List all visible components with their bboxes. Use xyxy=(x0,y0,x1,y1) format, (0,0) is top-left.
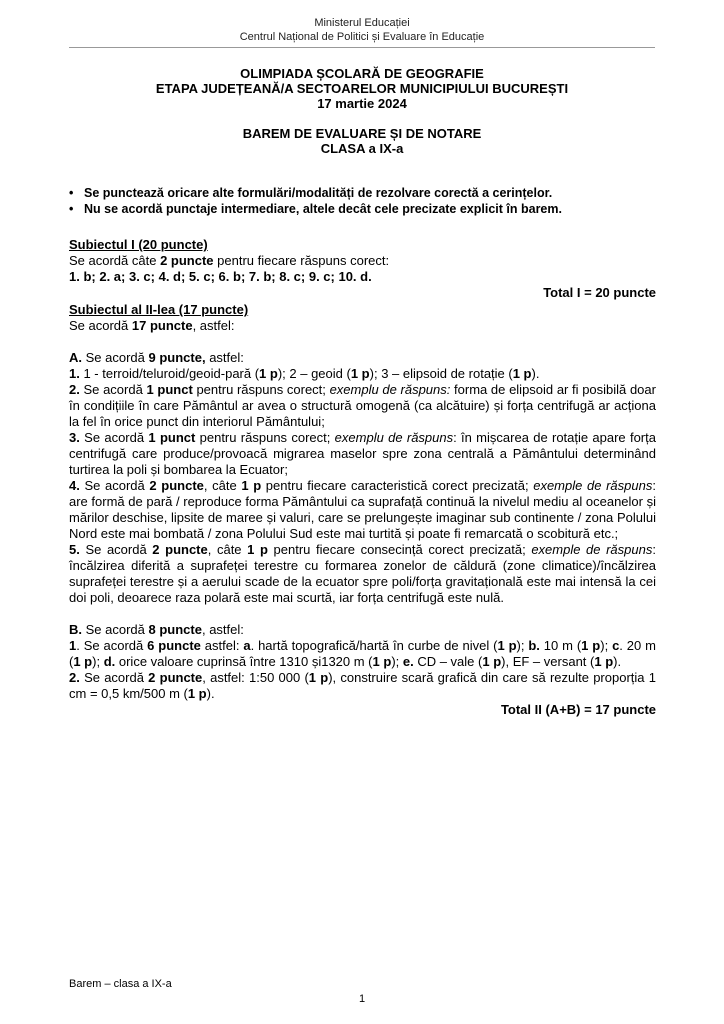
page-number: 1 xyxy=(358,993,366,1005)
document-titles xyxy=(69,66,655,156)
class-title: CLASA a IX-a xyxy=(320,141,404,156)
subject-2-intro: Se acordă 17 puncte, astfel: xyxy=(69,318,235,333)
part-b-item-2: 2. Se acordă 2 puncte, astfel: 1:50 000 (1 p), construire scară grafică din care să rezulte proporția 1 cm = 0,5 km/500 m (1 p). xyxy=(69,670,656,701)
part-a-item-1: 1. 1 - terroid/teluroid/geoid-pară (1 p); 2 – geoid (1 p); 3 – elipsoid de rotație (1 p). xyxy=(69,366,540,381)
page-header xyxy=(0,16,724,44)
stage-title: ETAPA JUDEȚEANĂ/A SECTOARELOR MUNICIPIULUI BUCUREȘTI xyxy=(155,81,569,96)
part-a-item-3: 3. Se acordă 1 punct pentru răspuns corect; exemplu de răspuns: în mișcarea de rotație apare forța centrifugă care produce/provoacă migrarea maselor spre zona centrală a Pământului determinând turtirea la poli și bombarea la Ecuator; xyxy=(69,430,656,477)
part-b-heading: B. Se acordă 8 puncte, astfel: xyxy=(69,622,244,637)
exam-date: 17 martie 2024 xyxy=(317,96,407,111)
part-b-item-1: 1. Se acordă 6 puncte astfel: a. hartă topografică/hartă în curbe de nivel (1 p); b. 10 m (1 p); c. 20 m (1 p); d. orice valoare cuprinsă între 1310 și1320 m (1 p); e. CD – vale (1 p), EF – versant (1 p). xyxy=(69,638,656,669)
part-a-item-2: 2. Se acordă 1 punct pentru răspuns corect; exemplu de răspuns: forma de elipsoid ar fi posibilă doar în condițiile în care Pământul ar avea o structură omogenă (ca alcătuire) și forța centrifugă ar acționa la fel în orice punct din interiorul Pământului; xyxy=(69,382,656,429)
rule-item: • Se punctează oricare alte formulări/modalități de rezolvare corectă a cerințelor. xyxy=(69,186,553,200)
subject-1-total: Total I = 20 puncte xyxy=(543,285,656,300)
part-a-item-5: 5. Se acordă 2 puncte, câte 1 p pentru fiecare consecință corect precizată; exemple de răspuns: încălzirea diferită a suprafeței terestre cu formarea zonelor de căldură (zone climatice)/încălzirea suprafeței terestre și a aerului scade de la ecuator spre poli/forța gravitațională este mai intensă la cei doi poli, deoarece raza polară este mai scurtă, iar forța centrifugă este nulă. xyxy=(69,542,656,605)
subject-1-answers: 1. b; 2. a; 3. c; 4. d; 5. c; 6. b; 7. b; 8. c; 9. c; 10. d. xyxy=(69,269,372,284)
ministry-name: Ministerul Educației xyxy=(314,17,410,29)
barem-title: BAREM DE EVALUARE ȘI DE NOTARE xyxy=(242,126,482,141)
part-a-heading: A. Se acordă 9 puncte, astfel: xyxy=(69,350,244,365)
footer-label: Barem – clasa a IX-a xyxy=(69,978,172,990)
header-divider xyxy=(69,47,655,48)
subject-2-title: Subiectul al II-lea (17 puncte) xyxy=(69,302,249,317)
subject-2-section xyxy=(69,302,656,718)
part-a-item-4: 4. Se acordă 2 puncte, câte 1 p pentru fiecare caracteristică corect precizată; exemple de răspuns: are formă de pară / reproduce forma Pământului ca suprafață continuă la nivelul mediu al oceanelor și mărilor deschise, lipsite de maree și valuri, care se prelungește imaginar sub continente / zona Polului Nord este mai bombată / zona Polului Sud este mai turtită și poate fi remarcată o scobitură etc.; xyxy=(69,478,656,541)
subject-1-section xyxy=(69,237,656,301)
center-name: Centrul Național de Politici și Evaluare în Educație xyxy=(239,31,485,43)
rule-item: • Nu se acordă punctaje intermediare, altele decât cele precizate explicit în barem. xyxy=(69,202,562,216)
subject-2-total: Total II (A+B) = 17 puncte xyxy=(500,702,656,717)
subject-1-intro: Se acordă câte 2 puncte pentru fiecare răspuns corect: xyxy=(69,253,390,268)
general-rules xyxy=(69,185,659,217)
subject-1-title: Subiectul I (20 puncte) xyxy=(69,237,208,252)
olympiad-title: OLIMPIADA ȘCOLARĂ DE GEOGRAFIE xyxy=(240,66,484,81)
